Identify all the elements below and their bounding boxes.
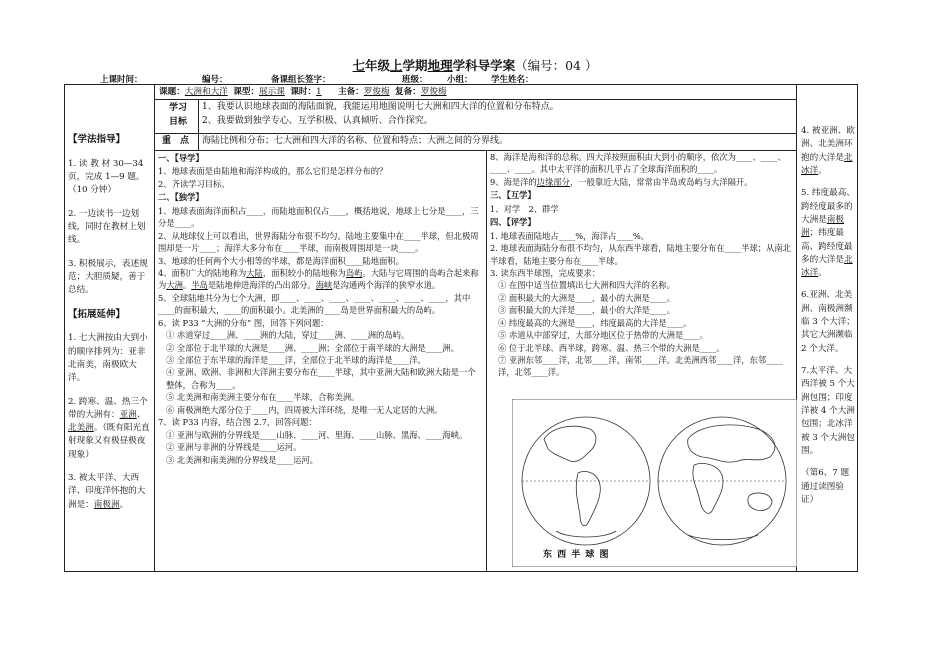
q4-i: 是陆地伸进海洋的凸出部分。	[207, 280, 316, 291]
extension-3	[68, 472, 152, 512]
extension-1: 1. 七大洲按由大到小的顺序排列为：亚非北南美，南极欧大洋。	[68, 333, 148, 384]
term: 学期	[402, 58, 428, 73]
r4-a: 4. 被亚洲、欧洲、北美洲环抱的大洋是	[801, 126, 855, 163]
q7-items	[158, 429, 483, 466]
topic: 大洲和大洋	[184, 87, 228, 97]
goals-text	[202, 101, 792, 129]
q6-items	[158, 329, 483, 416]
q3-4: ④ 纬度最高的大洲是____，纬度最高的大洋是____。	[498, 317, 692, 328]
study-q2: 2、从地球仪上可以看出，世界海陆分布很不均匀。陆地主要集中在____半球，但北极周围却是一片____；海洋大多分布在____半球，而南极周围却是一块____。	[158, 230, 479, 254]
guide-heading: 一、【导学】	[158, 153, 204, 163]
r5-d: 北冰洋	[801, 254, 853, 279]
right-column	[801, 125, 856, 516]
q3-7: ⑦ 亚洲东邻____洋，北邻____洋，南邻____洋。北美洲西邻____洋，东邻____洋，北邻____洋。	[498, 355, 783, 378]
study-q3: 3、地球的任何两个大小相等的半球，都是海洋面积____陆地面积。	[158, 255, 404, 266]
extension-2	[68, 396, 152, 463]
topic-label: 课题：	[159, 87, 185, 97]
type-label: 课型：	[233, 87, 260, 97]
document-title	[0, 56, 950, 74]
method-2: 2. 一边读书一边划线，同时在教材上划线。	[68, 208, 146, 246]
hours: 1	[316, 87, 322, 97]
r5-e: 。	[818, 268, 827, 279]
term-value: 上	[390, 58, 403, 73]
q9-c: ，一般靠近大陆，常常由半岛或岛屿与大洋隔开。	[569, 176, 753, 187]
q4-f: 大洲	[166, 280, 183, 291]
ext2-b: 亚洲	[119, 409, 137, 420]
middle-column	[158, 151, 483, 466]
q4-k: 是沟通两个海洋的狭窄水道。	[332, 280, 441, 291]
r4-c: 。	[818, 165, 827, 176]
peer-study-items: 1、对学 2、群学	[490, 203, 559, 214]
level: 年级	[365, 58, 391, 73]
q4-h: 半岛	[191, 280, 208, 291]
q4-a: 4、面积广大的陆地称为	[158, 267, 247, 278]
study-q9	[490, 176, 793, 188]
study-q8: 8、海洋是海和洋的总称。四大洋按照面积由大到小的顺序，依次为____、____、____、____。其中太平洋的面积几乎占了全球海洋面积的____。	[490, 152, 786, 175]
assess-q3-items	[490, 279, 793, 379]
doc-type: 学科导学案	[452, 58, 516, 73]
q6-3: ③ 全部位于东半球的海洋是____洋，全部位于北半球的海洋是____洋。	[166, 355, 426, 365]
peer-study-heading: 三、【互学】	[490, 190, 536, 201]
q4-e: 。大陆与它周围的岛屿合起来称为	[158, 267, 479, 291]
meta-code: 编号：	[202, 75, 228, 85]
extension-heading: 【拓展延伸】	[68, 308, 126, 320]
lead-label: 主备：	[337, 87, 364, 97]
r5-a: 5. 纬度最高、跨经度最多的大洲是	[801, 188, 855, 225]
q4-b: 大陆	[246, 267, 263, 278]
meta-group: 小组：	[447, 75, 473, 85]
q4-c: ，面积较小的陆地称为	[262, 267, 346, 278]
r5-c: ；纬度最高、跨经度最多的大洋是	[801, 228, 853, 265]
method-heading: 【学法指导】	[68, 134, 126, 145]
q9-b: 边缘部分	[536, 176, 570, 187]
right-6: 6.亚洲、北美洲、南极洲濒临 3 个大洋；其它大洲濒临 2 个大洋。	[801, 290, 855, 354]
self-study-heading: 二、【独学】	[158, 192, 204, 203]
lesson-type: 展示课	[259, 87, 285, 97]
right-4	[801, 125, 856, 178]
meta-class: 班级：	[402, 75, 428, 85]
right-8: （第6、7 题通过读图验证）	[801, 468, 850, 505]
method-3: 3. 积极展示，表述规范；大胆质疑，善于总结。	[68, 258, 148, 296]
q3-3: ③ 面积最大的大洋是____，最小的大洋是____。	[498, 305, 675, 316]
key-label: 重 点	[162, 136, 190, 146]
hours-label: 课时：	[290, 87, 317, 97]
q6-2: ② 全部位于北半球的大洲是____洲、____洲；全部位于南半球的大洲是____洲。	[166, 342, 460, 353]
lead-author: 罗俊梅	[363, 87, 390, 97]
ext2-d: 北美洲	[68, 423, 94, 434]
guide-q1: 1、地球表面是由陆地和海洋构成的，那么它们是怎样分布的？	[158, 166, 388, 177]
meta-student: 学生姓名：	[491, 75, 534, 85]
assess-q1: 1. 地球表面陆地占____%，海洋占____%。	[490, 230, 650, 241]
hemispheres-map	[512, 399, 797, 567]
q6-1: ① 赤道穿过____洲、____洲的大陆，穿过____洲、____洲的岛屿。	[166, 330, 410, 341]
q3-6: ⑥ 位于北半球、西半球，跨寒、温、热三个带的大洲是____。	[498, 342, 725, 353]
goals-label	[162, 101, 194, 130]
ext3-b: 南极洲	[93, 499, 120, 510]
study-q4	[158, 267, 483, 292]
doc-number: （编号：04 ）	[515, 58, 598, 73]
goals-label-2: 目标	[168, 117, 187, 128]
lesson-info-row	[159, 86, 447, 99]
ext2-c: 、	[136, 409, 146, 420]
goal-1: 1、我要认识地球表面的海陆面貌，我能运用地图说明七大洲和四大洋的位置和分布特点。	[202, 102, 559, 112]
q4-j: 海峡	[315, 280, 333, 291]
key-text: 海陆比例和分布；七大洲和四大洋的名称、位置和特点；大洲之间的分界线。	[202, 136, 509, 146]
study-q6: 6、读 P33 “大洲的分布” 图，回答下列问题：	[158, 317, 329, 328]
goal-2: 2、我要做到独学专心、互学积极、认真倾听、合作探究。	[202, 115, 433, 126]
left-column	[68, 133, 152, 522]
q7-2: ② 亚洲与非洲的分界线是____运河。	[166, 442, 302, 453]
q7-3: ③ 北美洲和南美洲的分界线是____运河。	[166, 454, 318, 465]
assess-q2: 2. 地球表面海陆分布很不均匀，从东西半球看，陆地主要分布在____半球；从南北半球看，陆地主要分布在____半球。	[490, 243, 791, 266]
ext2-a: 2. 跨寒、温、热三个带的大洲有：	[68, 396, 148, 420]
q4-d: 岛屿	[345, 267, 363, 278]
q3-5: ⑤ 赤道从中部穿过，大部分地区位于热带的大洲是____。	[498, 330, 709, 341]
meta-time: 上课时间：	[100, 75, 143, 85]
goals-label-1: 学习	[168, 103, 187, 113]
assess-q3: 3. 读东西半球图，完成要求：	[490, 267, 601, 278]
q3-1: ① 在图中适当位置填出七大洲和四大洋的名称。	[498, 280, 675, 291]
q9-a: 9、海是洋的	[490, 176, 537, 187]
ext3-a: 3. 被太平洋、大西洋、印度洋怀抱的大洲是：	[68, 473, 146, 510]
r5-b: 南极洲	[801, 214, 844, 239]
r4-b: 北冰洋	[801, 152, 853, 176]
reviewer: 罗俊梅	[420, 87, 447, 97]
q7-1: ① 亚洲与欧洲的分界线是____山脉、____河、里海、____山脉、黑海、____海峡。	[166, 429, 468, 440]
study-q7: 7、读 P33 内容，结合图 2.7，回答问题：	[158, 417, 317, 428]
study-q1: 1、地球表面海洋面积占____，而陆地面积仅占____，概括地说，地球上七分是____，三分是____。	[158, 205, 479, 229]
review-label: 复备：	[395, 87, 421, 97]
meta-leader: 备课组长签字：	[271, 75, 331, 85]
study-q5: 5、全球陆地共分为七个大洲，即____、____、____、____、____、____、____，其中____的面积最大，____的面积最小。北美洲的____岛是世界面积最大的岛屿。	[158, 292, 471, 316]
worksheet-table	[64, 84, 858, 572]
guide-q2: 2、齐读学习目标。	[158, 178, 230, 189]
q6-4: ④ 亚洲、欧洲、非洲和大洋洲主要分布在____半球，其中亚洲大陆和欧洲大陆是一个整体，合称为____。	[166, 367, 476, 390]
subject: 地理	[427, 58, 453, 73]
q6-6: ⑥ 南极洲绝大部分位于____内，四周被大洋环绕，是唯一无人定居的大洲。	[166, 404, 443, 415]
q6-5: ⑤ 北美洲和南美洲主要分布在____半球，合称美洲。	[166, 392, 360, 403]
ext2-e: 。（既有阳光直射现象又有极昼极夜现象）	[68, 423, 150, 460]
method-1: 1. 读 教 材 30—34 页，完成 1—9 题。（10 分钟）	[68, 158, 145, 196]
right-5	[801, 187, 856, 280]
assessment-heading: 四、【评学】	[490, 217, 536, 228]
right-7: 7.太平洋、大西洋被 5 个大洲包围；印度洋被 4 个大洲包围；北冰洋被 3 个大洲包围。	[801, 366, 855, 456]
map-caption: 东 西 半 球 图	[543, 550, 610, 560]
q4-g: 。	[182, 280, 192, 291]
q3-2: ② 面积最大的大洲是____，最小的大洲是____。	[498, 292, 675, 303]
grade: 七	[352, 58, 366, 73]
third-column	[490, 151, 793, 379]
ext3-c: 。	[119, 499, 129, 510]
